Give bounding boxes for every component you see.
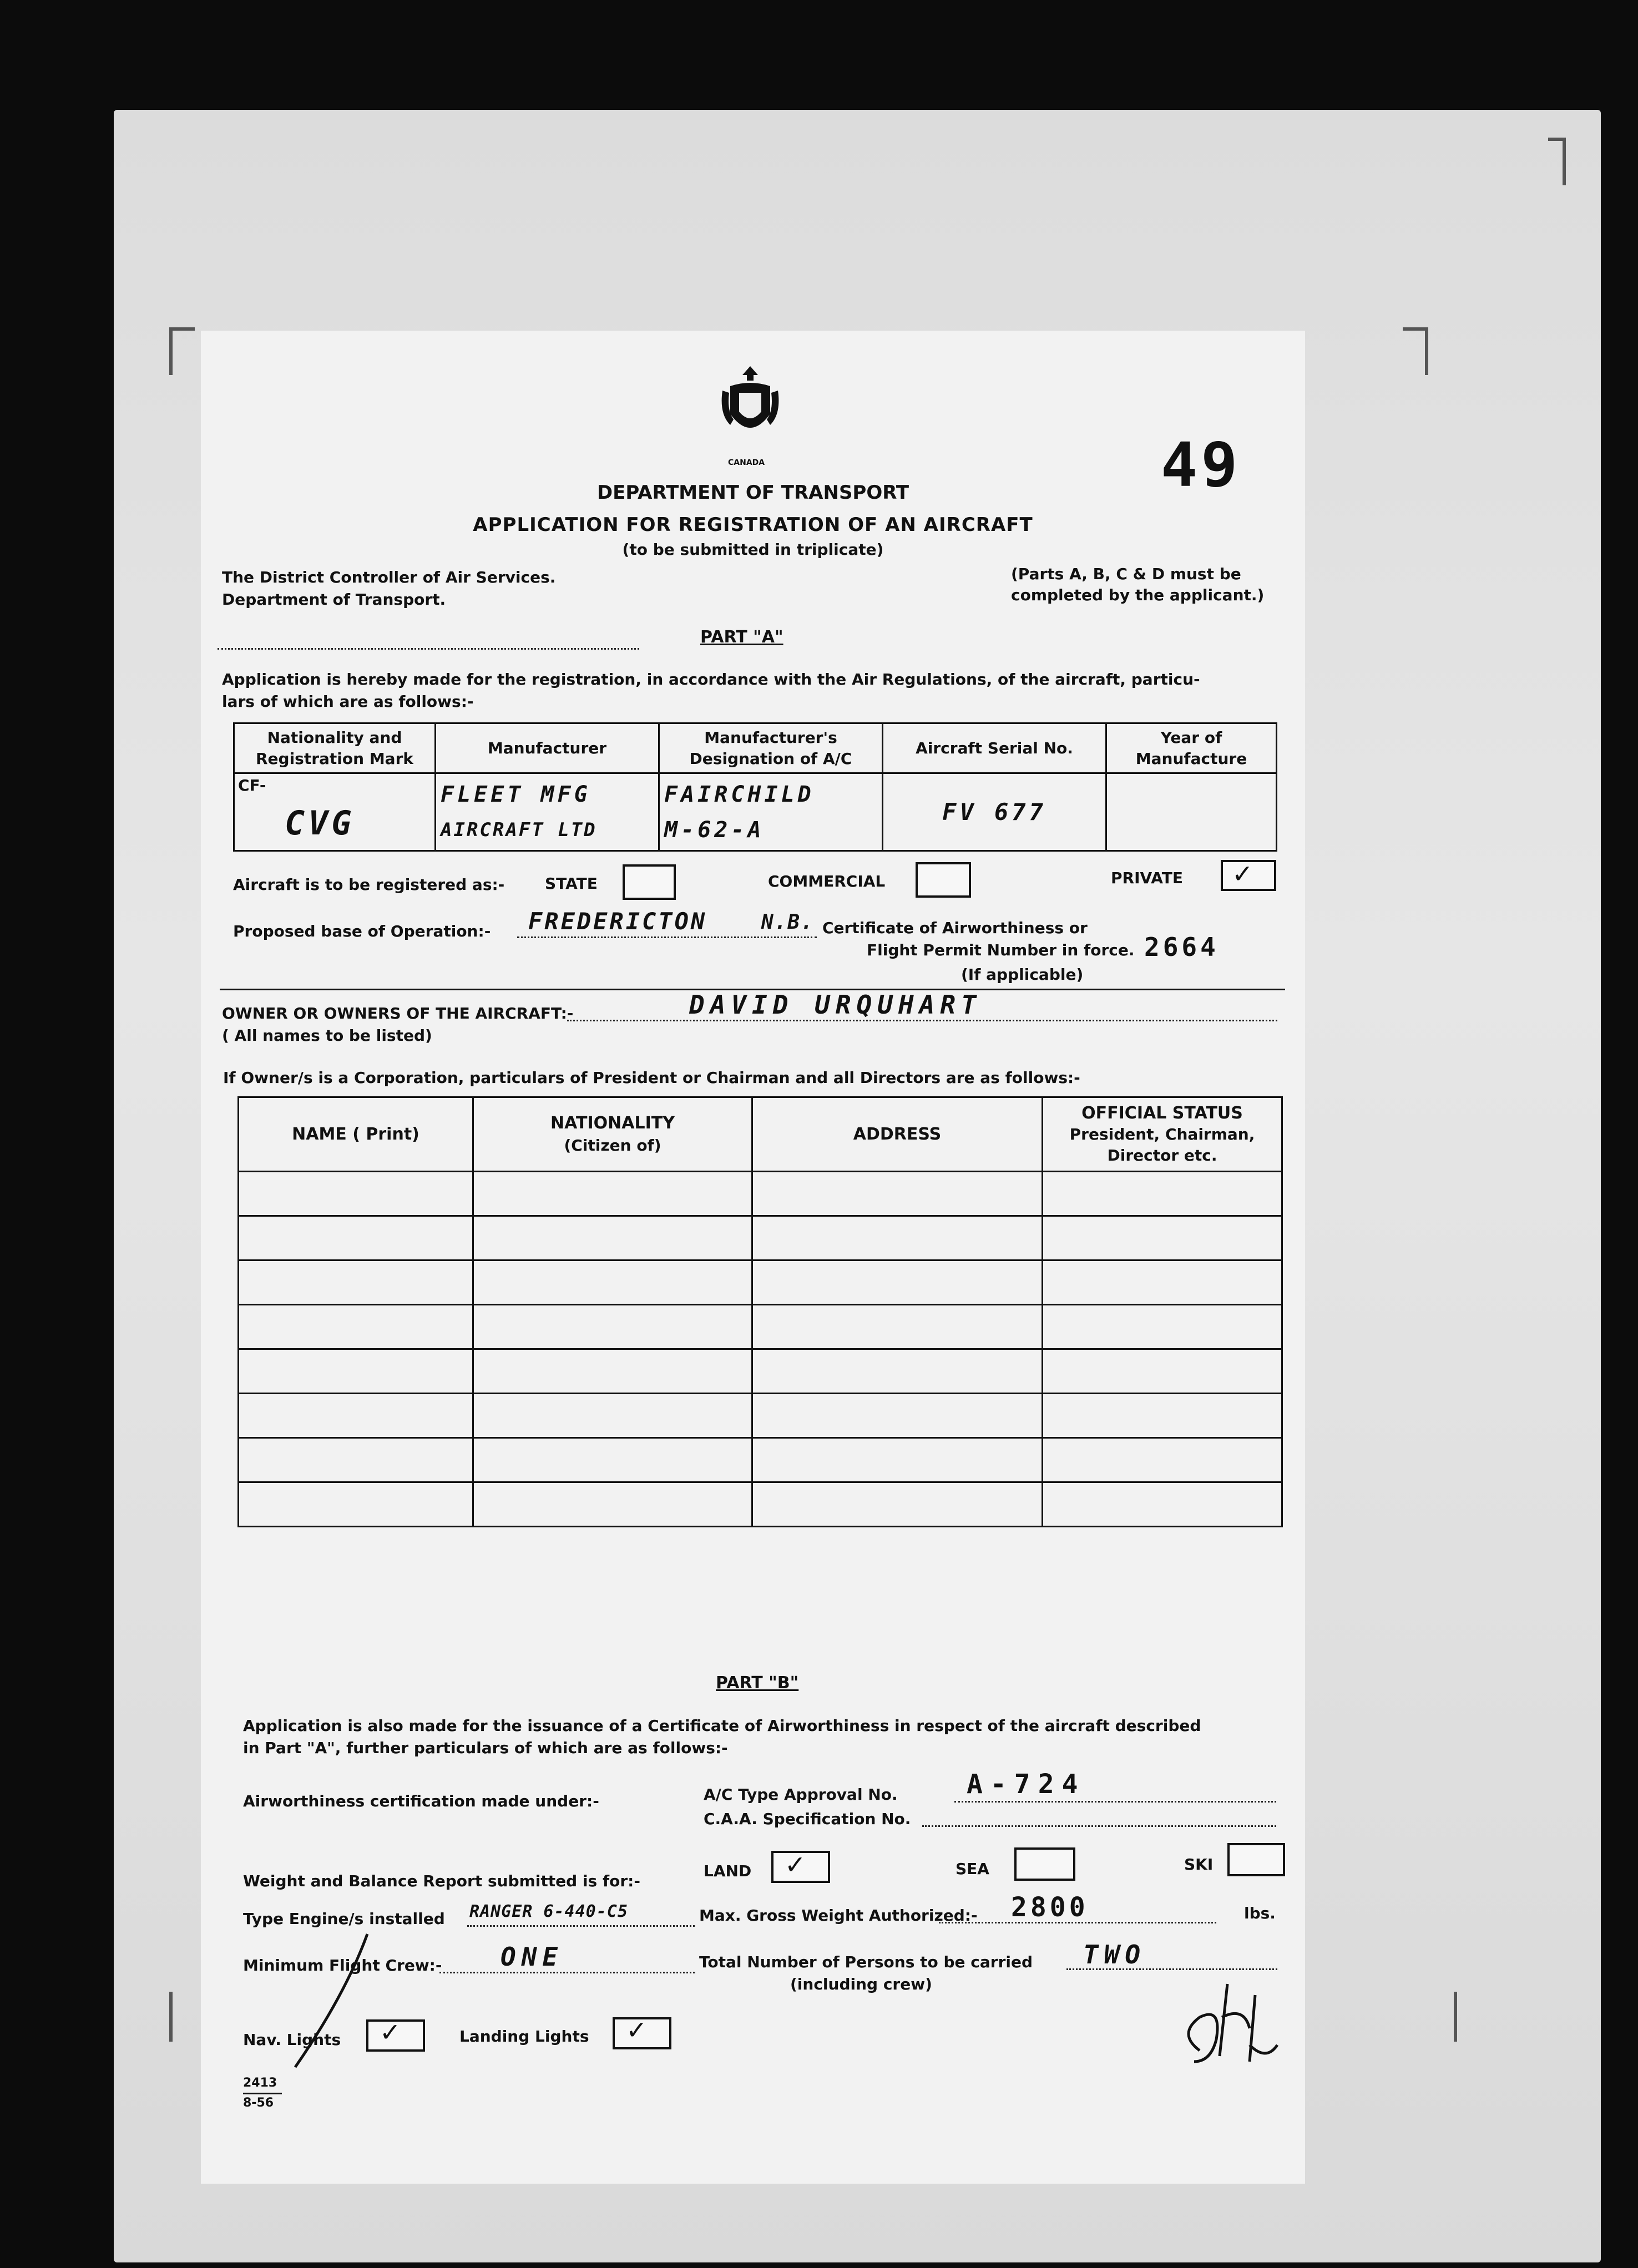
dotted-line	[567, 1020, 1277, 1021]
owner-label: OWNER OR OWNERS OF THE AIRCRAFT:-	[222, 1004, 574, 1022]
registration-prefix: CF-	[238, 776, 266, 794]
dotted-line	[517, 936, 817, 938]
engine-label: Type Engine/s installed	[243, 1910, 445, 1928]
directors-table	[237, 1096, 1283, 1527]
registration-cell	[234, 773, 436, 851]
corner-mark	[1437, 1992, 1457, 2042]
part-a-intro-2: lars of which are as follows:-	[222, 692, 474, 711]
land-label: LAND	[704, 1862, 752, 1880]
engine-value: RANGER 6-440-C5	[469, 1902, 628, 1921]
table-row	[239, 1438, 1282, 1482]
table-row	[239, 1349, 1282, 1394]
part-b-heading: PART "B"	[716, 1673, 799, 1693]
owner-value: DAVID URQUHART	[689, 990, 982, 1020]
directors-col-name: NAME ( Print)	[239, 1097, 473, 1172]
airworthiness-label-2: Flight Permit Number in force.	[867, 941, 1135, 959]
caa-spec-label: C.A.A. Specification No.	[704, 1810, 911, 1828]
lbs-unit: lbs.	[1244, 1904, 1276, 1922]
commercial-checkbox[interactable]	[916, 862, 971, 898]
dotted-line	[439, 1972, 695, 1973]
directors-col-nationality	[473, 1097, 752, 1172]
application-form	[201, 331, 1305, 2184]
designation-cell	[659, 773, 883, 851]
state-label: STATE	[545, 874, 598, 893]
base-value: FREDERICTON	[528, 908, 707, 935]
certification-label: Airworthiness certification made under:-	[243, 1792, 599, 1810]
part-b-intro-1: Application is also made for the issuance of a Certificate of Airworthiness in respect of the aircraft described	[243, 1717, 1201, 1735]
airworthiness-label-1: Certificate of Airworthiness or	[822, 919, 1088, 937]
type-approval-label: A/C Type Approval No.	[704, 1785, 898, 1804]
corner-mark	[1548, 138, 1566, 185]
serial-number: FV 677	[942, 798, 1046, 826]
max-weight-label: Max. Gross Weight Authorized:-	[699, 1906, 978, 1925]
table-row	[239, 1260, 1282, 1305]
part-a-intro-1: Application is hereby made for the registration, in accordance with the Air Regulations, of the aircraft, particu-	[222, 670, 1200, 688]
land-check-mark-icon: ✓	[785, 1850, 806, 1880]
serial-cell	[883, 773, 1106, 851]
landing-lights-label: Landing Lights	[459, 2027, 589, 2046]
owner-note: ( All names to be listed)	[222, 1026, 432, 1045]
registration-mark: CVG	[285, 804, 355, 843]
designation-line-2: M-62-A	[664, 817, 765, 843]
parts-note-line-1: (Parts A, B, C & D must be	[1011, 565, 1241, 583]
ski-label: SKI	[1184, 1855, 1214, 1874]
crew-value: ONE	[501, 1942, 564, 1972]
corner-mark	[169, 1992, 195, 2042]
state-checkbox[interactable]	[623, 864, 676, 900]
table-row	[239, 1216, 1282, 1260]
parts-note-line-2: completed by the applicant.)	[1011, 586, 1265, 604]
directors-col-status	[1043, 1097, 1282, 1172]
nav-lights-check-mark-icon: ✓	[380, 2017, 401, 2047]
persons-value: TWO	[1083, 1940, 1146, 1970]
weight-balance-label: Weight and Balance Report submitted is for:-	[243, 1872, 640, 1890]
aircraft-particulars-table	[233, 722, 1277, 852]
dotted-line	[954, 1801, 1276, 1803]
col-designation: Manufacturer's Designation of A/C	[659, 723, 883, 773]
nationality-header: NATIONALITY	[550, 1113, 675, 1133]
including-crew-note: (including crew)	[790, 1975, 932, 1993]
crew-label: Minimum Flight Crew:-	[243, 1956, 442, 1975]
addressee-line-1: The District Controller of Air Services.	[222, 568, 556, 586]
addressee-line-2: Department of Transport.	[222, 590, 446, 609]
dotted-line	[218, 648, 639, 650]
sea-label: SEA	[956, 1860, 989, 1878]
manufacturer-line-2: AIRCRAFT LTD	[441, 818, 597, 841]
corporation-label: If Owner/s is a Corporation, particulars of President or Chairman and all Directors are as follows:-	[223, 1069, 1080, 1087]
crest-label: CANADA	[728, 458, 765, 467]
year-cell	[1106, 773, 1277, 851]
corner-mark	[1403, 327, 1428, 375]
official-status-header: OFFICIAL STATUS	[1081, 1103, 1243, 1123]
page-number: 49	[1161, 429, 1241, 500]
col-year: Year of Manufacture	[1106, 723, 1277, 773]
form-date: 8-56	[243, 2096, 274, 2110]
form-subtitle: (to be submitted in triplicate)	[622, 540, 884, 559]
private-label: PRIVATE	[1111, 869, 1183, 887]
table-row	[239, 1172, 1282, 1216]
ski-checkbox[interactable]	[1227, 1843, 1285, 1876]
status-line-2: President, Chairman,	[1069, 1125, 1255, 1143]
max-weight-value: 2800	[1011, 1892, 1089, 1923]
pen-stroke	[284, 1928, 373, 2073]
airworthiness-value: 2664	[1144, 932, 1219, 962]
commercial-label: COMMERCIAL	[768, 872, 886, 890]
part-b-intro-2: in Part "A", further particulars of which are as follows:-	[243, 1739, 728, 1757]
form-number: 2413	[243, 2076, 277, 2090]
designation-line-1: FAIRCHILD	[664, 781, 815, 807]
col-nationality: Nationality and Registration Mark	[234, 723, 436, 773]
form-title: APPLICATION FOR REGISTRATION OF AN AIRCRAFT	[473, 514, 1033, 536]
landing-lights-check-mark-icon: ✓	[626, 2015, 648, 2045]
handwritten-initials	[1166, 1951, 1288, 2084]
sea-checkbox[interactable]	[1014, 1847, 1075, 1881]
table-row	[239, 1305, 1282, 1349]
private-check-mark-icon: ✓	[1232, 859, 1253, 889]
col-serial: Aircraft Serial No.	[883, 723, 1106, 773]
corner-mark	[169, 327, 195, 375]
base-label: Proposed base of Operation:-	[233, 922, 491, 940]
dotted-line	[922, 1825, 1276, 1827]
department-title: DEPARTMENT OF TRANSPORT	[596, 482, 909, 504]
registered-as-label: Aircraft is to be registered as:-	[233, 875, 505, 894]
dotted-line	[467, 1925, 695, 1927]
if-applicable-note: (If applicable)	[961, 965, 1084, 984]
table-row	[239, 1394, 1282, 1438]
type-approval-value: A-724	[967, 1769, 1086, 1800]
manufacturer-line-1: FLEET MFG	[441, 781, 591, 807]
manufacturer-cell	[436, 773, 659, 851]
table-row	[239, 1482, 1282, 1527]
col-manufacturer: Manufacturer	[436, 723, 659, 773]
nav-lights-label: Nav. Lights	[243, 2031, 341, 2049]
base-province: N.B.	[761, 911, 814, 934]
status-line-3: Director etc.	[1107, 1146, 1217, 1165]
form-number-rule	[243, 2093, 282, 2094]
persons-label: Total Number of Persons to be carried	[699, 1953, 1033, 1971]
directors-col-address: ADDRESS	[752, 1097, 1043, 1172]
citizen-of-header: (Citizen of)	[564, 1136, 661, 1155]
part-a-heading: PART "A"	[700, 627, 783, 647]
